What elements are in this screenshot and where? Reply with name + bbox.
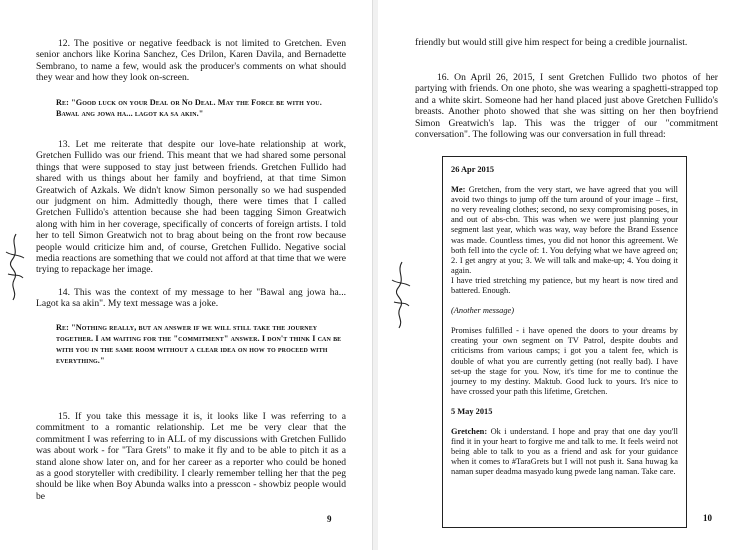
quote-good-luck: Re: "Good luck on your Deal or No Deal. May the Force be with you. Bawal ang jowa ha... lagot ka sa akin." [56, 98, 322, 118]
page-number-right: 10 [703, 513, 712, 523]
quote-nothing-really: Re: "Nothing really, but an answer if we will still take the journey together. I am waiting for the "commitment" answer. I don't think I can be with you in the same room without a clear idea on how to proceed with everything." [56, 323, 342, 365]
page-number-left: 9 [327, 514, 332, 524]
message-me-text: Gretchen, from the very start, we have agreed that you will avoid two things to jump off the turn around of your image – first, no very revealing clothes; second, no sexy compromising poses, in and out of abs-cbn. This was when we were just planning your segment last year, which was way, way before the Brand Essence was made. Countless times, you did not honor this agreement. We both fell into the cycle of: 1. You defying what we have agreed on; 2. I get angry at you; 3. We will talk and make-up; 4. You doing it again. [451, 185, 679, 275]
paragraph-12: 12. The positive or negative feedback is not limited to Gretchen. Even senior anchors like Korina Sanchez, Ces Drilon, Karen Davila, and Bernadette Sembrano, to name a few, would ask the producer's comments on what should they wear and how they look on-screen. [36, 38, 346, 84]
handwritten-initials-signature [2, 230, 28, 302]
message-me [451, 185, 678, 276]
handwritten-initials-signature-right [388, 258, 414, 330]
paragraph-continued: friendly but would still give him respect for being a credible journalist. [415, 37, 688, 48]
paragraph-13: 13. Let me reiterate that despite our love-hate relationship at work, Gretchen Fullido was our friend. This meant that we had shared some personal things that were supposed to stay just between friends. Gretchen Fullido had shared with us things about her family and boyfriend, at that time Simon Greatwich of Azkals. We didn't know Simon personally so we had suspended our judgment on him. Admittedly though, there were times that I called Gretchen Fullido's attention because she had been tagging Simon Greatwich along with him in her coverage, specifically of concerts of foreign artists. I told her to tell Simon Greatwich not to brag about being on the front row because people would criticize him and, of course, Gretchen Fullido. Negative social media reactions are something that we could not afford at that time that we were trying to repackage her image. [36, 139, 346, 276]
paragraph-14: 14. This was the context of my message to her "Bawal ang jowa ha... Lagot ka sa akin". My text message was a joke. [36, 287, 346, 310]
paragraph-15: 15. If you take this message it is, it looks like I was referring to a commitment to a romantic relationship. Let me be very clear that the commitment I was referring to in ALL of my discussions with Gretchen Fullido was about work - for "Tara Grets" to make it fly and to be able to pitch it as a stand alone show later on, and for her career as a reporter who could be honed as a good storyteller with credibility. I clearly remember telling her that the peg should be like when Boy Abunda walks into a presscon - showbiz people would be [36, 411, 346, 502]
thread-date-1: 26 Apr 2015 [451, 165, 495, 174]
paragraph-16: 16. On April 26, 2015, I sent Gretchen Fullido two photos of her partying with friends. On one photo, she was wearing a spaghetti-strapped top and a white skirt. Someone had her hand placed just above Gretchen Fullido's breasts. Another photo showed that she was sitting on her then boyfriend Simon Greatwich's lap. This was the trigger of our "commitment conversation". The following was our conversation in full thread: [415, 72, 718, 141]
message-another: Promises fulfilled - i have opened the doors to your dreams by creating your own segment on TV Patrol, despite doubts and criticisms from various camps; i got you a talent fee, which is double of what you are currently getting (not really bad). I have set-up the stage for you. Now, it's time for me to continue the journey to my destiny. Maktub. Good luck to yours. It's nice to have crossed your path this lifetime, Gretchen. [451, 326, 678, 396]
another-message-label: (Another message) [451, 306, 515, 316]
conversation-thread-box [442, 156, 687, 528]
message-gretchen [451, 427, 678, 477]
speaker-gretchen-label: Gretchen: [451, 426, 488, 436]
left-page [0, 0, 372, 550]
message-gretchen-text: Ok i understand. I hope and pray that one day you'll find it in your heart to forgive me and talk to me. It feels weird not being able to talk to you as a friend and ask for your guidance when it comes to #TaraGrets but I will not push it. Sana huwag ka naman super deadma masyado kung pwede lang naman. Take care. [451, 426, 678, 477]
thread-date-2: 5 May 2015 [451, 406, 493, 416]
message-me-continued: I have tried stretching my patience, but my heart is now tired and battered. Enough. [451, 275, 678, 296]
speaker-me-label: Me: [451, 185, 466, 195]
